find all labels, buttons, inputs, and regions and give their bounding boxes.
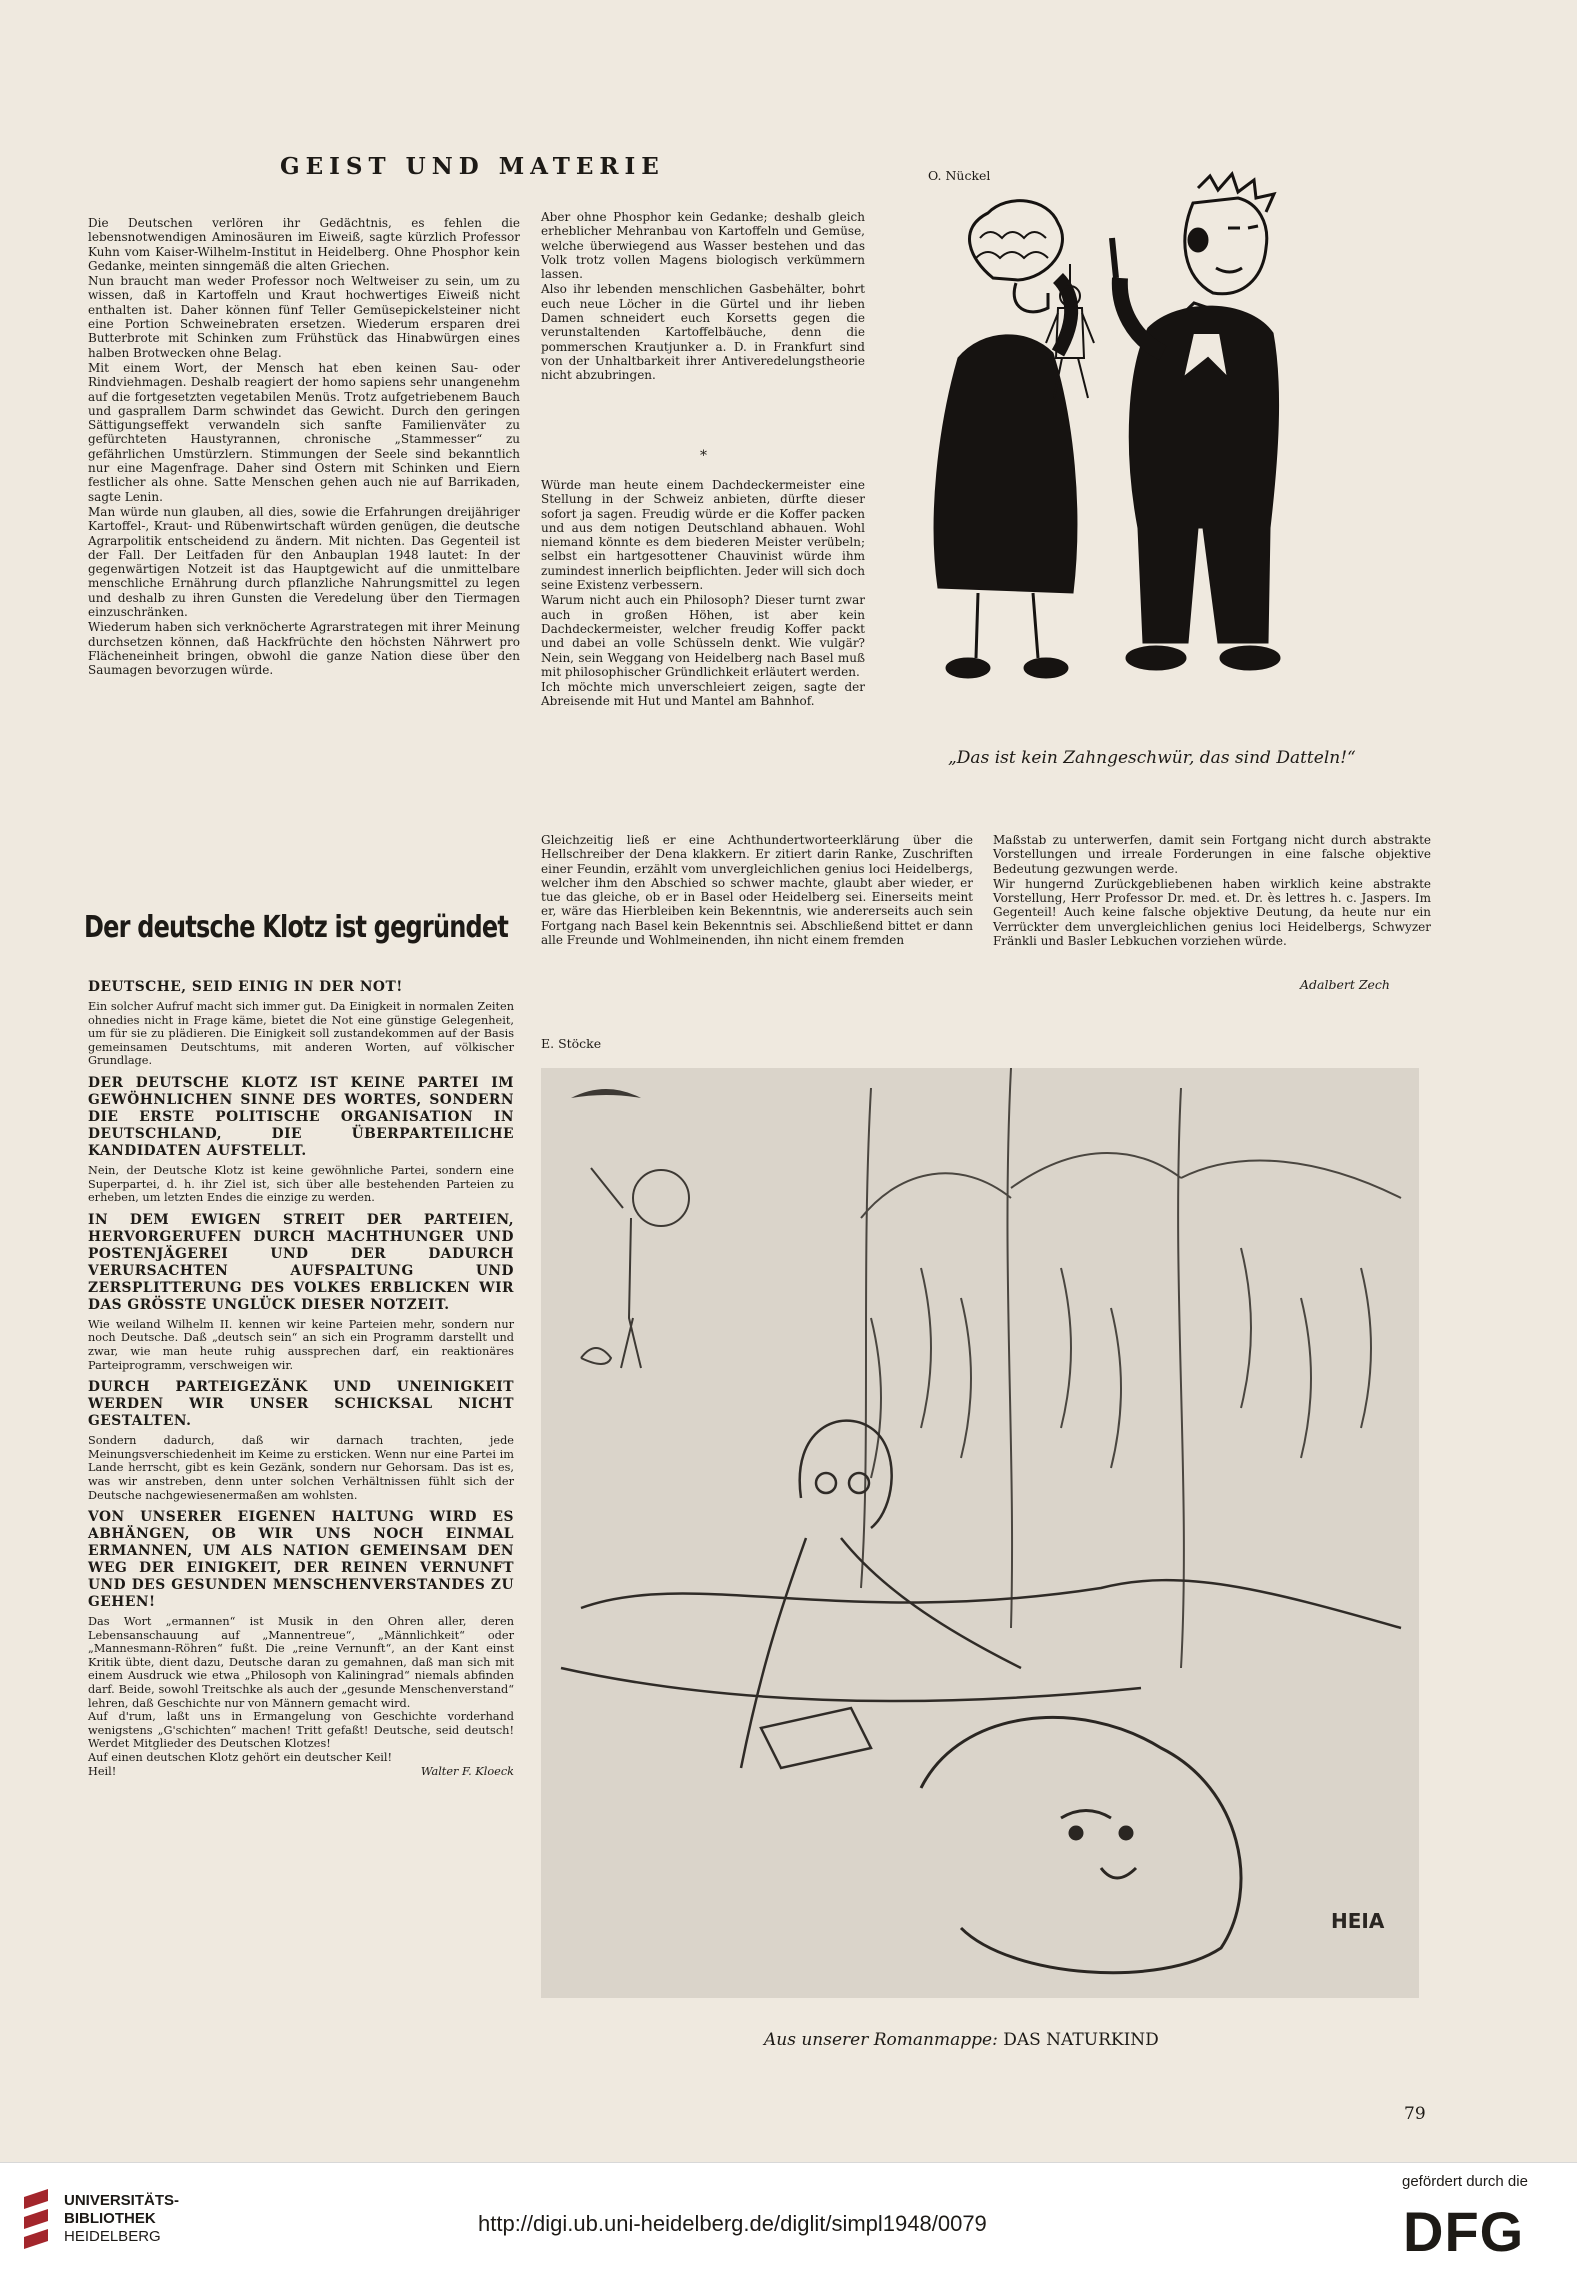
cartoon-credit: O. Nückel (928, 168, 991, 183)
geist-column-3 (993, 833, 1431, 949)
klotz-heil: Heil! (88, 1764, 117, 1778)
paragraph: Also ihr lebenden menschlichen Gasbehälter, bohrt euch neue Löcher in die Gürtel und ihr lieben Damen schneidert euch Korsetts gegen die verunstaltenden Kartoffelbäuche, denn die pommerschen Krautjunker a. D. in Frankfurt sind von der Unhaltbarkeit ihrer Antiveredelungstheorie nicht abzubringen. (541, 282, 865, 383)
cartoon-woman (934, 201, 1077, 678)
drawing-background (541, 1068, 1419, 1998)
klotz-signature (88, 1765, 514, 1779)
klotz-heading: IN DEM EWIGEN STREIT DER PARTEIEN, HERVORGERUFEN DURCH MACHTHUNGER UND POSTENJÄGEREI UND DER DADURCH VERURSACHTEN AUFSPALTUNG UND ZERSPLITTERUNG DES VOLKES ERBLICKEN WIR DAS GRÖSSTE UNGLÜCK DIESER NOTZEIT. (88, 1211, 514, 1313)
paragraph: Die Deutschen verlören ihr Gedächtnis, es fehlen die lebensnotwendigen Aminosäuren im Eiweiß, sagte kürzlich Professor Kuhn vom Kaiser-Wilhelm-Institut in Heidelberg. Ohne Phosphor kein Gedanke, meinten sinngemäß die alten Griechen. (88, 216, 520, 273)
digitization-footer (0, 2162, 1577, 2293)
cartoon-illustration (898, 168, 1438, 748)
paragraph: Wir hungernd Zurückgebliebenen haben wirklich keine abstrakte Vorstellung, Herr Professor Dr. med. et. Dr. ès lettres h. c. Jaspers. Im Gegenteil! Auch keine falsche objektive Deutung, da heute nur ein Verrückter dem unvergleichlichen genius loci Heidelbergs, Schwyzer Fränkli und Basler Lebkuchen vorziehen würde. (993, 876, 1431, 949)
klotz-heading: VON UNSERER EIGENEN HALTUNG WIRD ES ABHÄNGEN, OB WIR UNS NOCH EINMAL ERMANNEN, UM ALS NATION GEMEINSAM DEN WEG DER EINIGKEIT, DER REINEN VERNUNFT UND DES GESUNDEN MENSCHENVERSTANDES ZU GEHEN! (88, 1509, 514, 1611)
naturkind-drawing (541, 1068, 1419, 1998)
paragraph: Maßstab zu unterwerfen, damit sein Fortgang nicht durch abstrakte Vorstellungen und irreale Forderungen in eine falsche objektive Bedeutung gezwungen werde. (993, 833, 1431, 876)
klotz-paragraph: Nein, der Deutsche Klotz ist keine gewöhnliche Partei, sondern eine Superpartei, d. h. ihr Ziel ist, sich über alle bestehenden Parteien zu erheben, um letzten Endes die einzige zu werden. (88, 1163, 514, 1205)
paragraph: Wiederum haben sich verknöcherte Agrarstrategen mit ihrer Meinung durchsetzen können, daß Hackfrüchte den höchsten Nährwert pro Flächeneinheit bringen, obwohl die ganze Nation diese über den Saumagen bevorzugen würde. (88, 620, 520, 678)
paragraph: Warum nicht auch ein Philosoph? Dieser turnt zwar auch in großen Höhen, ist aber kein Dachdeckermeister, welcher freudig Koffer packt und dabei an volle Schüsseln denkt. Wie vulgär? Nein, sein Weggang von Heidelberg nach Basel muß mit philosophischer Gründlichkeit erläutert werden. (541, 593, 865, 679)
source-url[interactable]: http://digi.ub.uni-heidelberg.de/diglit/simpl1948/0079 (478, 2211, 987, 2236)
klotz-heading: DER DEUTSCHE KLOTZ IST KEINE PARTEI IM GEWÖHNLICHEN SINNE DES WORTES, SONDERN DIE ERSTE POLITISCHE ORGANISATION IN DEUTSCHLAND, DIE ÜBERPARTEILICHE KANDIDATEN AUFSTELLT. (88, 1074, 514, 1159)
section-star: * (700, 448, 707, 464)
drawing-caption: Aus unserer Romanmappe: DAS NATURKIND (764, 2030, 1159, 2050)
klotz-paragraph: Ein solcher Aufruf macht sich immer gut. Da Einigkeit in normalen Zeiten ohnedies nicht in Frage käme, bietet die Not eine günstige Gelegenheit, um für sie zu plädieren. Die Einigkeit soll zustandekommen auf der Basis gemeinsamen Deutschtums, mit anderen Worten, auf völkischer Grundlage. (88, 1000, 514, 1068)
klotz-closing: Auf d'rum, laßt uns in Ermangelung von Geschichte vorderhand wenigstens „G'schichten“ machen! Tritt gefaßt! Deutsche, seid deutsch! Werdet Mitglieder des Deutschen Klotzes! (88, 1710, 514, 1751)
klotz-paragraph: Das Wort „ermannen“ ist Musik in den Ohren aller, deren Lebensanschauung auf „Mannentreue“, „Männlichkeit“ oder „Mannesmann-Röhren“ fußt. Die „reine Vernunft“, an der Kant einst Kritik übte, dient dazu, Deutsche daran zu gemahnen, daß man sich mit einem Ausdruck wie etwa „Philosoph von Kaliningrad“ niemals abfinden darf. Beide, sowohl Treitschke als auch der „gesunde Menschenverstand“ lehren, daß Geschichte nur von Männern gemacht wird. (88, 1615, 514, 1710)
drawing-credit: E. Stöcke (541, 1036, 602, 1051)
funding-note: gefördert durch die (1402, 2173, 1528, 2190)
geist-author: Adalbert Zech (1300, 977, 1390, 992)
cartoon-man (1112, 174, 1280, 670)
geist-column-2-top (541, 210, 865, 384)
article-title-klotz: Der deutsche Klotz ist gegründet (84, 910, 509, 945)
paragraph: Man würde nun glauben, all dies, sowie die Erfahrungen dreijähriger Kartoffel-, Kraut- und Rübenwirtschaft würden genügen, die deutsche Agrarpolitik entscheidend zu ändern. Mit nichten. Das Gegenteil ist der Fall. Der Leitfaden für den Anbauplan 1948 lautet: In der gegenwärtigen Notzeit ist das Hauptgewicht auf die unmittelbare menschliche Ernährung durch pflanzliche Nahrungsmittel zu legen und deshalb zu ihren Gunsten die Veredelung über den Tiermagen einzuschränken. (88, 504, 520, 620)
klotz-final-line: Auf einen deutschen Klotz gehört ein deutscher Keil! (88, 1751, 393, 1765)
library-name: UNIVERSITÄTS- BIBLIOTHEK HEIDELBERG (64, 2192, 180, 2245)
geist-column-1 (88, 216, 520, 679)
klotz-article-body (88, 972, 514, 1778)
klotz-heading: DEUTSCHE, SEID EINIG IN DER NOT! (88, 979, 403, 995)
paragraph: Nun braucht man weder Professor noch Weltweiser zu sein, um zu wissen, daß in Kartoffeln und Kraut hochwertiges Eiweiß nicht enthalten ist. Daher können fünf Teller Gemüsepickelsteiner nicht eine Portion Schweinebraten ersetzen. Wiederum ersparen drei Butterbrote mit Schinken zum Frühstück das Hinabwürgen eines halben Brotwecken ohne Belag. (88, 274, 520, 360)
geist-column-2-bottom: Gleichzeitig ließ er eine Achthundertworteerklärung über die Hellschreiber der Dena klakkern. Er zitiert darin Ranke, Zuschriften einer Feundin, erzählt vom unvergleichlichen genius loci Heidelbergs, welcher ihm den Abschied so schwer machte, glaubt aber wieder, er tue das gleiche, ob er in Basel oder Heidelberg sei. Einerseits meint er, wäre das Hierbleiben kein Bekenntnis, wie andererseits auch sein Fortgang nach Basel kein Bekenntnis sei. Abschließend bittet er dann alle Freunde und Wohlmeinenden, ihn nicht einem fremden (541, 833, 973, 948)
klotz-paragraph: Sondern dadurch, daß wir darnach trachten, jede Meinungsverschiedenheit im Keime zu ersticken. Wenn nur eine Partei im Lande herrscht, gibt es kein Gezänk, sondern nur Gehorsam. Das ist es, was wir anstreben, denn unter solchen Verhältnissen fühlt sich der Deutsche nachgewiesenermaßen am wohlsten. (88, 1434, 514, 1502)
geist-column-2-middle (541, 478, 865, 710)
paragraph: Würde man heute einem Dachdeckermeister eine Stellung in der Schweiz anbieten, dürfte dieser sofort ja sagen. Freudig würde er die Koffer packen und aus dem notigen Deutschland abhauen. Wohl niemand könnte es dem biederen Meister verübeln; selbst ein hartgesottener Chauvinist würde ihm zumindest innerlich beipflichten. Jeder will sich doch seine Existenz verbessern. (541, 478, 865, 593)
article-title-geist: GEIST UND MATERIE (280, 153, 665, 180)
paragraph: Mit einem Wort, der Mensch hat eben keinen Sau- oder Rindviehmagen. Deshalb reagiert der homo sapiens sehr unangenehm auf die fortgesetzten vegetabilen Menüs. Trotz aufgetriebenem Bauch und gasprallem Darm schwindet das Gewicht. Durch den geringen Sättigungseffekt verwandeln sich sanfte Familienväter zu gefürchteten Haustyrannen, chronische „Stammesser“ zu gefährlichen Umstürzlern. Stimmungen der Seele sind bekanntlich nur eine Magenfrage. Daher sind Ostern mit Schinken und Eiern festlicher als ohne. Satte Menschen gehen auch nie auf Barrikaden, sagte Lenin. (88, 360, 520, 504)
klotz-paragraph: Wie weiland Wilhelm II. kennen wir keine Parteien mehr, sondern nur noch Deutsche. Daß „deutsch sein“ an sich ein Programm darstellt und zwar, wie man heute ruhig aussprechen darf, ein reaktionäres Parteiprogramm, verschweigen wir. (88, 1317, 514, 1372)
drawing-signature: HEIA (1331, 1909, 1385, 1933)
cartoon-caption: „Das ist kein Zahngeschwür, das sind Datteln!“ (948, 748, 1356, 768)
klotz-heading: DURCH PARTEIGEZÄNK UND UNEINIGKEIT WERDEN WIR UNSER SCHICKSAL NICHT GESTALTEN. (88, 1379, 514, 1430)
library-logo-icon (18, 2187, 54, 2259)
paragraph: Aber ohne Phosphor kein Gedanke; deshalb gleich erheblicher Mehranbau von Kartoffeln und Gemüse, welche überwiegend aus Wasser bestehen und das Volk trotz vollen Magens biologisch verkümmern lassen. (541, 210, 865, 282)
klotz-author: Walter F. Kloeck (420, 1764, 514, 1778)
page-number: 79 (1404, 2104, 1426, 2124)
dfg-logo: DFG (1403, 2200, 1525, 2263)
paragraph: Ich möchte mich unverschleiert zeigen, sagte der Abreisende mit Hut und Mantel am Bahnhof. (541, 680, 865, 709)
